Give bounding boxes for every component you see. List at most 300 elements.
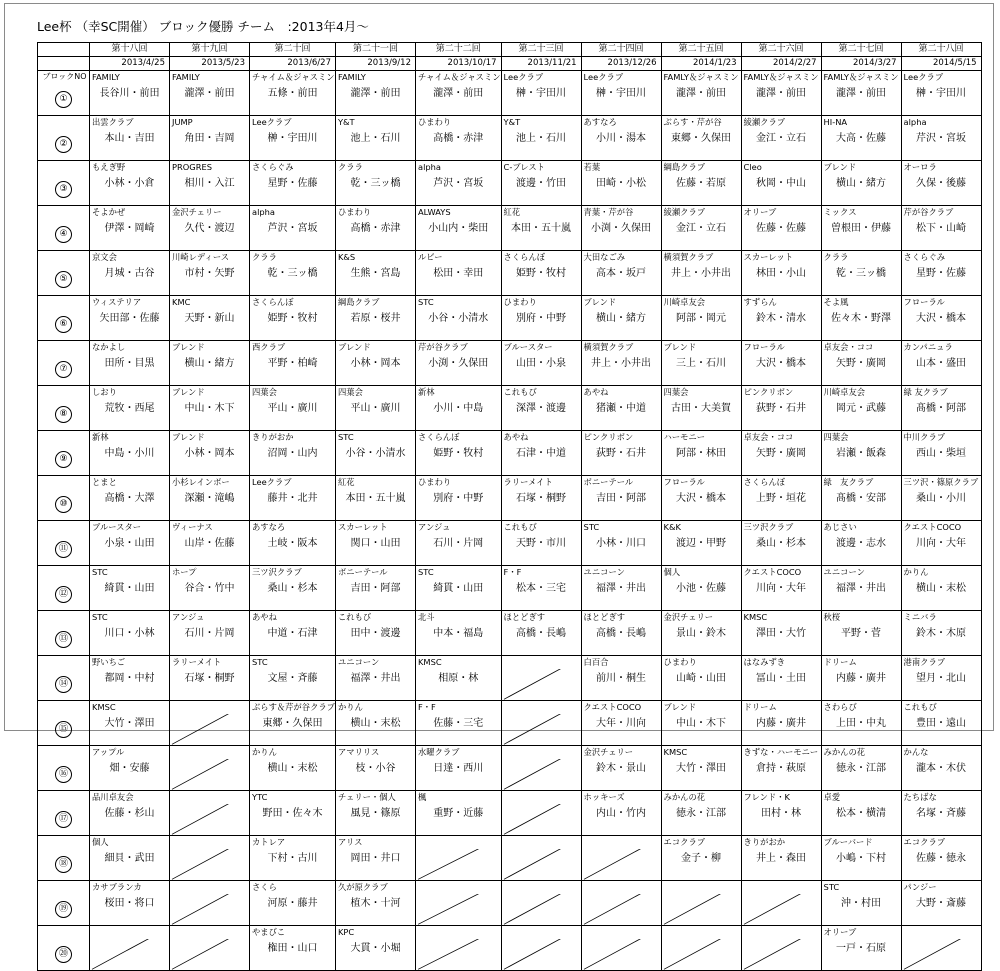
empty-cell	[501, 759, 581, 791]
team-name: カトレア	[252, 837, 286, 847]
player-names: 石津・中道	[516, 448, 567, 459]
team-cell	[661, 836, 741, 850]
team-cell	[821, 611, 901, 625]
block-no-spacer	[38, 386, 90, 400]
players-cell	[335, 714, 415, 746]
team-name: STC	[92, 567, 108, 577]
round-name: 第二十二回	[435, 44, 481, 54]
team-cell	[821, 251, 901, 265]
team-cell	[741, 611, 821, 625]
block-number-wrap	[38, 849, 89, 880]
block-no-spacer	[38, 701, 90, 715]
player-names: 西山・柴垣	[916, 448, 967, 459]
team-cell	[415, 206, 501, 220]
player-names: 相原・林	[438, 673, 479, 684]
block-no-label-cell	[38, 71, 90, 85]
block-row	[38, 84, 982, 116]
team-name: KMSC	[92, 702, 116, 712]
team-name: STC	[337, 432, 354, 442]
header-round-row	[38, 43, 982, 57]
team-cell	[661, 206, 741, 220]
team-cell	[741, 656, 821, 670]
team-cell	[821, 476, 901, 490]
team-name: ブレンド	[172, 432, 205, 442]
players-cell	[581, 444, 661, 476]
players-cell	[741, 849, 821, 881]
team-cell	[901, 566, 981, 580]
empty-cell-top	[170, 881, 250, 895]
player-names: 中島・小川	[104, 448, 155, 459]
player-names: 市村・矢野	[184, 268, 235, 279]
team-name: ブレンド	[663, 342, 697, 352]
team-name: ブレンド	[663, 702, 697, 712]
block-label-row	[38, 161, 982, 175]
team-name: とまと	[92, 477, 117, 487]
team-name: ドリーム	[743, 702, 777, 712]
block-number: ①	[55, 91, 72, 108]
team-cell	[250, 296, 336, 310]
team-name: FAMLY＆ジャスミン	[663, 72, 739, 82]
players-cell	[741, 219, 821, 251]
team-name: 四葉会	[252, 387, 277, 397]
team-name: ユニコーン	[583, 567, 625, 577]
block-number: ⑰	[55, 811, 72, 828]
team-name: ボニーテール	[337, 567, 388, 577]
player-names: 小谷・小清水	[428, 313, 489, 324]
player-names: 細貝・武田	[104, 853, 155, 864]
team-cell	[335, 296, 415, 310]
players-cell	[415, 759, 501, 791]
players-cell	[741, 129, 821, 161]
player-names: 中山・木下	[676, 718, 727, 729]
player-names: 天野・新山	[184, 313, 235, 324]
players-cell	[821, 219, 901, 251]
player-names: 高本・坂戸	[596, 268, 647, 279]
player-names: 髙橋・阿部	[916, 403, 967, 414]
team-cell	[250, 926, 336, 940]
team-cell	[250, 791, 336, 805]
team-cell	[250, 386, 336, 400]
block-number-wrap	[38, 129, 89, 160]
team-cell	[170, 431, 250, 445]
player-names: 山岸・佐藤	[184, 538, 235, 549]
players-cell	[170, 624, 250, 656]
team-name: 紅花	[503, 207, 521, 217]
block-number-wrap	[38, 579, 89, 610]
round-name: 第二十三回	[518, 44, 564, 54]
players-cell	[901, 354, 981, 386]
team-name: ブレンド	[583, 297, 617, 307]
team-cell	[501, 476, 581, 490]
team-name: alpha	[903, 117, 927, 127]
team-name: STC	[823, 882, 840, 892]
team-name: ブレンド	[823, 162, 857, 172]
team-name: KPC	[337, 927, 355, 937]
team-cell	[581, 431, 661, 445]
team-name: アンジュ	[417, 522, 451, 532]
player-names: 澤田・大竹	[756, 628, 807, 639]
team-name: みかんの花	[823, 747, 866, 757]
team-cell	[901, 836, 981, 850]
player-names: 谷合・竹中	[184, 583, 235, 594]
team-cell	[821, 926, 901, 940]
players-cell	[250, 399, 336, 431]
team-name: はなみずき	[743, 657, 786, 667]
players-cell	[335, 849, 415, 881]
round-date-cell	[90, 57, 170, 71]
player-names: 佐藤・佐藤	[756, 223, 807, 234]
team-cell	[901, 341, 981, 355]
player-names: 石川・片岡	[184, 628, 235, 639]
team-name: Y&T	[503, 117, 521, 127]
team-name: ルビー	[417, 252, 443, 262]
block-no-spacer	[38, 926, 90, 940]
team-cell	[741, 206, 821, 220]
block-row	[38, 939, 982, 971]
player-names: 内山・竹内	[596, 808, 647, 819]
players-cell	[415, 84, 501, 116]
team-cell	[90, 161, 170, 175]
team-cell	[581, 71, 661, 85]
player-names: 豊田・遠山	[916, 718, 967, 729]
team-name: 綱島クラブ	[663, 162, 706, 172]
block-no-spacer	[38, 341, 90, 355]
players-cell	[250, 444, 336, 476]
players-cell	[90, 264, 170, 296]
team-cell	[90, 71, 170, 85]
players-cell	[661, 489, 741, 521]
block-label-row	[38, 746, 982, 760]
player-names: 姫野・牧村	[267, 313, 318, 324]
player-names: 横山・末松	[350, 718, 401, 729]
player-names: 名塚・斉藤	[916, 808, 967, 819]
player-names: 小谷・小清水	[345, 448, 406, 459]
player-names: 上野・垣花	[756, 493, 807, 504]
block-label-row	[38, 206, 982, 220]
team-cell	[335, 926, 415, 940]
team-name: 紅花	[337, 477, 355, 487]
player-names: 冨山・土田	[756, 673, 807, 684]
player-names: 荻野・石井	[596, 448, 647, 459]
players-cell	[821, 804, 901, 836]
player-names: 鈴木・清水	[756, 313, 807, 324]
player-names: 大高・佐藤	[836, 133, 887, 144]
block-number-cell	[38, 174, 90, 206]
team-cell	[581, 476, 661, 490]
block-label-row	[38, 431, 982, 445]
players-cell	[170, 264, 250, 296]
block-label-row	[38, 791, 982, 805]
players-cell	[250, 174, 336, 206]
block-row	[38, 714, 982, 746]
block-label-row	[38, 611, 982, 625]
player-names: 小泉・山田	[104, 538, 155, 549]
team-cell	[415, 341, 501, 355]
block-number-cell	[38, 849, 90, 881]
team-cell	[90, 251, 170, 265]
player-names: 山崎・山田	[676, 673, 727, 684]
round-name: 第二十一回	[352, 44, 398, 54]
players-cell	[661, 264, 741, 296]
team-name: ブルースター	[503, 342, 553, 352]
block-number-cell	[38, 894, 90, 926]
empty-cell-top	[90, 926, 170, 940]
player-names: 吉田・阿部	[350, 583, 401, 594]
players-cell	[335, 174, 415, 206]
team-name: 楓	[417, 792, 427, 802]
team-cell	[581, 791, 661, 805]
player-names: 榊・宇田川	[267, 133, 318, 144]
team-name: KMC	[172, 297, 191, 307]
players-cell	[335, 354, 415, 386]
team-name: C-ブレスト	[503, 162, 545, 172]
player-names: 瀧澤・前田	[676, 88, 727, 99]
player-names: 瀧澤・前田	[433, 88, 484, 99]
round-date-cell	[501, 57, 581, 71]
players-cell	[250, 579, 336, 611]
team-name: ラリーメイト	[172, 657, 222, 667]
player-names: 中道・石津	[267, 628, 318, 639]
round-header-cell	[335, 43, 415, 57]
team-name: アップル	[92, 747, 125, 757]
team-cell	[415, 251, 501, 265]
player-names: 岡元・武藤	[836, 403, 887, 414]
block-number-wrap	[38, 714, 89, 745]
team-name: 久が原クラブ	[337, 882, 388, 892]
block-number-cell	[38, 399, 90, 431]
round-date: 2014/3/27	[852, 58, 897, 68]
player-names: 高橋・大澤	[104, 493, 155, 504]
team-cell	[661, 251, 741, 265]
players-cell	[170, 84, 250, 116]
block-number: ⑫	[55, 586, 72, 603]
players-cell	[821, 849, 901, 881]
empty-cell	[415, 939, 501, 971]
player-names: 重野・近藤	[433, 808, 484, 819]
block-row	[38, 399, 982, 431]
block-no-spacer	[38, 791, 90, 805]
players-cell	[90, 669, 170, 701]
team-cell	[501, 521, 581, 535]
team-cell	[901, 611, 981, 625]
team-name: STC	[417, 567, 434, 577]
team-name: 中川クラブ	[903, 432, 946, 442]
team-cell	[581, 161, 661, 175]
team-cell	[821, 296, 901, 310]
player-names: 松本・三宅	[516, 583, 567, 594]
player-names: 佐藤・徳永	[916, 853, 967, 864]
block-number: ⑨	[55, 451, 72, 468]
empty-cell-top	[581, 881, 661, 895]
team-name: 緑 友クラブ	[823, 477, 874, 487]
block-no-spacer	[38, 566, 90, 580]
team-name: すずらん	[743, 297, 777, 307]
team-cell	[250, 746, 336, 760]
player-names: 川口・小林	[104, 628, 155, 639]
team-name: 新林	[92, 432, 109, 442]
team-name: そよかぜ	[92, 207, 126, 217]
players-cell	[90, 354, 170, 386]
players-cell	[415, 309, 501, 341]
players-cell	[501, 489, 581, 521]
empty-cell	[661, 894, 741, 926]
players-cell	[250, 804, 336, 836]
team-name: 品川卓友会	[92, 792, 134, 802]
team-name: Y&T	[337, 117, 355, 127]
players-cell	[415, 219, 501, 251]
team-name: 若葉	[583, 162, 601, 172]
player-names: 倉持・萩原	[756, 763, 807, 774]
block-row	[38, 849, 982, 881]
team-name: Leeクラブ	[252, 477, 292, 487]
team-name: クエストCOCO	[903, 522, 962, 532]
team-name: さくら	[252, 882, 277, 892]
players-cell	[901, 264, 981, 296]
team-name: 川崎レディース	[172, 252, 229, 262]
player-names: 都岡・中村	[104, 673, 155, 684]
players-cell	[821, 399, 901, 431]
block-no-label: ブロックNO	[42, 72, 87, 81]
team-name: 横須賀クラブ	[663, 252, 714, 262]
empty-cell	[901, 939, 981, 971]
team-cell	[901, 431, 981, 445]
team-name: ハーモニー	[663, 432, 706, 442]
player-names: 若原・桜井	[350, 313, 401, 324]
block-label-row	[38, 701, 982, 715]
players-cell	[250, 489, 336, 521]
block-number-wrap	[38, 84, 89, 115]
players-cell	[821, 534, 901, 566]
player-names: 東郷・久保田	[671, 133, 732, 144]
players-cell	[901, 714, 981, 746]
team-name: ALWAYS	[417, 207, 451, 217]
player-names: 桑山・杉本	[756, 538, 807, 549]
player-names: 乾・三ッ橋	[836, 268, 887, 279]
team-name: 北斗	[417, 612, 435, 622]
team-cell	[250, 521, 336, 535]
team-cell	[581, 206, 661, 220]
player-names: 河原・藤井	[267, 898, 318, 909]
round-date-cell	[741, 57, 821, 71]
empty-cell	[661, 939, 741, 971]
team-name: ひまわり	[503, 297, 537, 307]
team-name: なかよし	[92, 342, 126, 352]
team-name: STC	[252, 657, 268, 667]
team-name: 横須賀クラブ	[583, 342, 634, 352]
team-name: ミニバラ	[903, 612, 937, 622]
team-name: Leeクラブ	[503, 72, 544, 82]
round-name: 第十八回	[111, 44, 148, 54]
block-number: ③	[55, 181, 72, 198]
player-names: 岩瀬・飯森	[836, 448, 887, 459]
team-cell	[741, 791, 821, 805]
team-cell	[901, 161, 981, 175]
team-name: パンジー	[903, 882, 937, 892]
player-names: 小嶋・下村	[836, 853, 887, 864]
team-name: ブルーバード	[823, 837, 873, 847]
empty-cell	[741, 939, 821, 971]
block-number-cell	[38, 759, 90, 791]
team-cell	[250, 836, 336, 850]
team-cell	[335, 521, 415, 535]
team-cell	[821, 566, 901, 580]
players-cell	[901, 309, 981, 341]
players-cell	[821, 714, 901, 746]
players-cell	[581, 669, 661, 701]
player-names: 芹沢・宮坂	[916, 133, 967, 144]
team-name: あすなろ	[583, 117, 617, 127]
players-cell	[821, 489, 901, 521]
team-cell	[335, 161, 415, 175]
team-cell	[741, 836, 821, 850]
block-row	[38, 534, 982, 566]
player-names: 金江・立石	[756, 133, 807, 144]
round-name: 第二十六回	[758, 44, 804, 54]
team-name: 新林	[417, 387, 435, 397]
player-names: 鈴木・景山	[596, 763, 647, 774]
player-names: 横山・緒方	[184, 358, 235, 369]
player-names: 久代・渡辺	[184, 223, 235, 234]
players-cell	[415, 399, 501, 431]
players-cell	[250, 669, 336, 701]
team-name: みかんの花	[663, 792, 706, 802]
team-cell	[741, 521, 821, 535]
players-cell	[170, 579, 250, 611]
team-cell	[661, 476, 741, 490]
players-cell	[415, 489, 501, 521]
team-name: Leeクラブ	[903, 72, 944, 82]
team-cell	[901, 296, 981, 310]
team-cell	[250, 476, 336, 490]
empty-cell	[170, 759, 250, 791]
round-name: 第十九回	[191, 44, 228, 54]
players-cell	[250, 624, 336, 656]
empty-cell-top	[661, 881, 741, 895]
empty-cell	[501, 849, 581, 881]
round-date-cell	[901, 57, 981, 71]
team-name: ブレンド	[337, 342, 371, 352]
team-name: さくらんぼ	[252, 297, 294, 307]
players-cell	[661, 714, 741, 746]
team-name: スカーレット	[337, 522, 388, 532]
team-name: クエストCOCO	[583, 702, 642, 712]
players-cell	[821, 669, 901, 701]
round-header-cell	[90, 43, 170, 57]
header-corner-2	[38, 57, 90, 71]
empty-cell	[501, 714, 581, 746]
players-cell	[170, 219, 250, 251]
team-name: エコクラブ	[663, 837, 706, 847]
round-header-cell	[741, 43, 821, 57]
players-cell	[335, 939, 415, 971]
round-name: 第二十七回	[838, 44, 884, 54]
player-names: 山田・小泉	[516, 358, 567, 369]
players-cell	[901, 894, 981, 926]
players-cell	[821, 894, 901, 926]
players-cell	[901, 489, 981, 521]
players-cell	[821, 84, 901, 116]
team-name: やまびこ	[252, 927, 286, 937]
team-name: ドリーム	[823, 657, 857, 667]
team-cell	[821, 341, 901, 355]
team-cell	[581, 341, 661, 355]
team-cell	[901, 116, 981, 130]
player-names: 月城・古谷	[104, 268, 155, 279]
player-names: 池上・石川	[350, 133, 401, 144]
team-name: アンジュ	[172, 612, 205, 622]
players-cell	[501, 264, 581, 296]
players-cell	[335, 444, 415, 476]
